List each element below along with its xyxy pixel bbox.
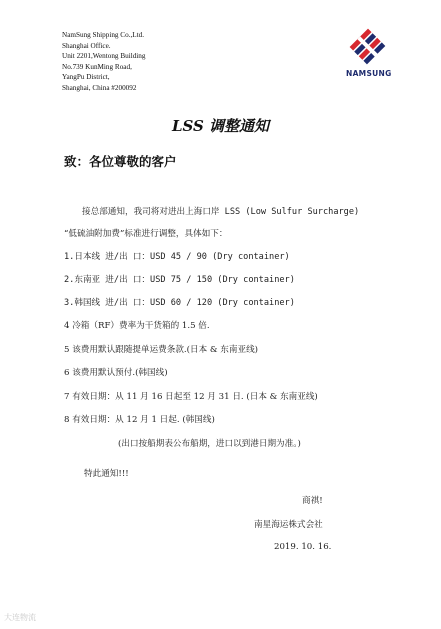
sender-road: No.739 KunMing Road,	[62, 62, 132, 71]
logo-text: NAMSUNG	[346, 69, 392, 78]
greeting: 致：各位尊敬的客户	[64, 154, 177, 169]
list-item: 4 冷箱（RF）费率为干货箱的 1.5 倍.	[64, 321, 210, 331]
list-item: 7 有效日期：从 11 月 16 日起至 12 月 31 日. (日本 & 东南亚线)	[64, 392, 318, 402]
intro-line-2: “低硫油附加费”标准进行调整，具体如下：	[64, 229, 228, 239]
list-item: 8 有效日期：从 12 月 1 日起. (韩国线)	[64, 415, 215, 425]
note: (出口按船期表公布船期，进口以到港日期为准。)	[118, 439, 301, 449]
document-date: 2019. 10. 16.	[274, 542, 332, 552]
list-item: 5 该费用默认跟随提单运费条款.(日本 & 东南亚线)	[64, 345, 259, 355]
intro-line-1: 接总部通知，我司将对进出上海口岸 LSS (Low Sulfur Surcharge)	[82, 207, 360, 217]
sender-company: NamSung Shipping Co.,Ltd.	[62, 31, 145, 39]
sender-unit: Unit 2201,Wentong Building	[62, 52, 146, 61]
company-name-cn: 南星海运株式会社	[254, 520, 323, 530]
document-title: LSS 调整通知	[171, 117, 270, 135]
sender-district: YangPu District,	[62, 73, 110, 82]
closing: 特此通知!!!	[84, 469, 129, 479]
list-item: 2.东南亚 进/出 口：USD 75 / 150 (Dry container)	[64, 275, 295, 285]
watermark: 大连物流	[4, 613, 36, 622]
list-item: 1.日本线 进/出 口：USD 45 / 90 (Dry container)	[64, 252, 290, 262]
list-item: 6 该费用默认预付.(韩国线)	[64, 368, 168, 378]
sender-address	[62, 30, 145, 94]
sender-city: Shanghai, China #200092	[62, 83, 137, 92]
signoff: 商祺!	[302, 496, 323, 506]
list-item: 3.韩国线 进/出 口：USD 60 / 120 (Dry container)	[64, 298, 295, 308]
sender-office: Shanghai Office.	[62, 41, 111, 50]
